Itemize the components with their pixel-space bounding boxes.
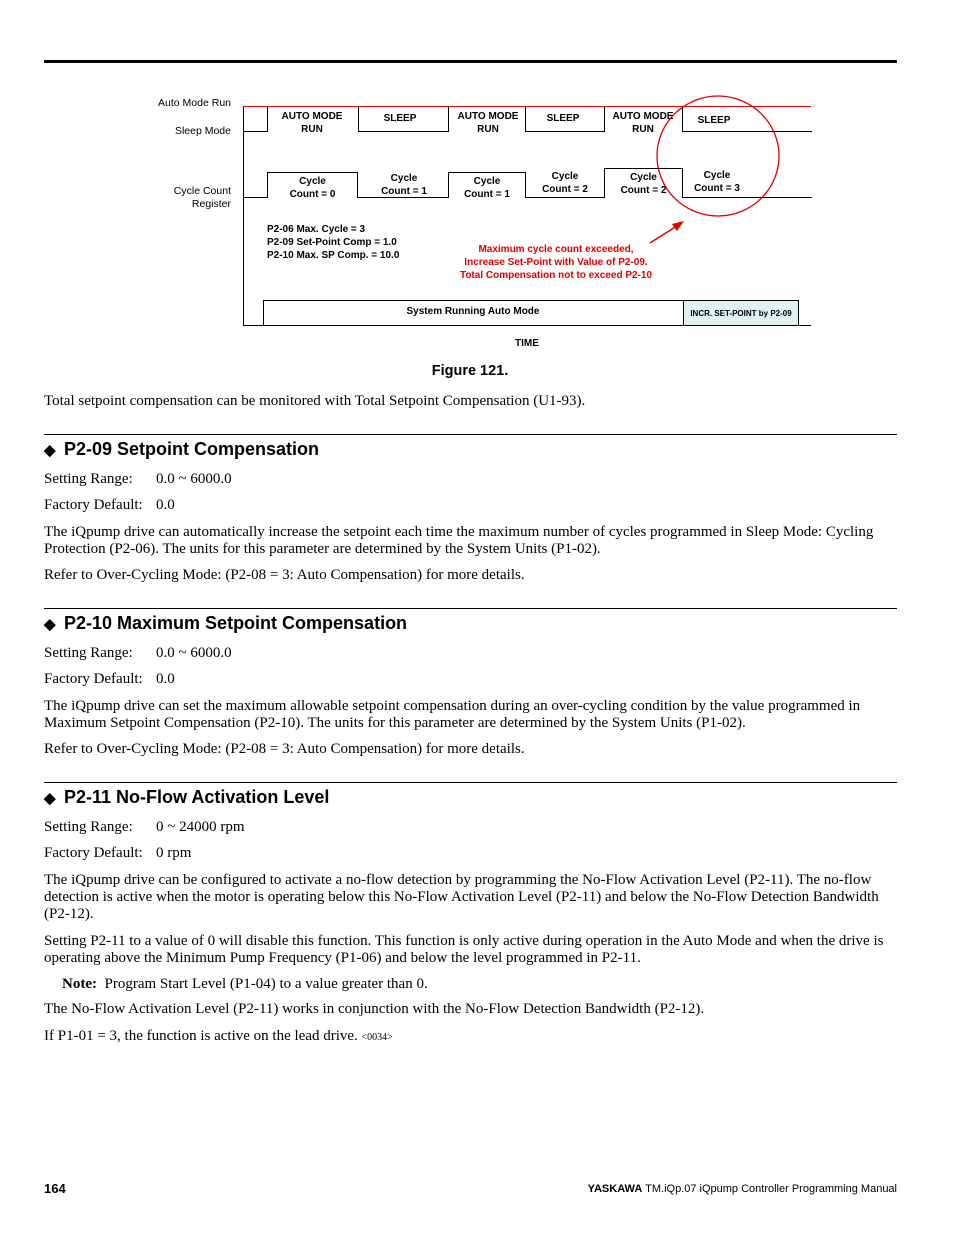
cycle-box-3: Cycle Count = 3 — [694, 170, 740, 194]
mode-box-auto-3: AUTO MODE RUN — [612, 111, 674, 135]
cycle-box-1b: Cycle Count = 1 — [448, 172, 526, 198]
heading-text: P2-09 Setpoint Compensation — [64, 439, 320, 459]
factory-default-label: Factory Default: — [44, 497, 143, 513]
cycle-box-1: Cycle Count = 1 — [381, 173, 427, 197]
factory-default — [44, 845, 191, 862]
setting-range-label: Setting Range: — [44, 645, 133, 661]
label-cycle-count-register: Cycle Count Register — [173, 185, 231, 210]
intro-paragraph: Total setpoint compensation can be monitored with Total Setpoint Compensation (U1-93). — [44, 393, 586, 409]
factory-default-value: 0 rpm — [156, 845, 192, 861]
heading-text: P2-11 No-Flow Activation Level — [64, 787, 330, 807]
param-line: P2-10 Max. SP Comp. = 10.0 — [267, 250, 400, 261]
footer-manual-title: TM.iQp.07 iQpump Controller Programming Manual — [645, 1183, 897, 1195]
mode-box-sleep-2: SLEEP — [546, 113, 580, 124]
heading-text: P2-10 Maximum Setpoint Compensation — [64, 613, 408, 633]
mode-box-sleep-1: SLEEP — [383, 113, 417, 124]
cycle-box-0: Cycle Count = 0 — [267, 172, 358, 198]
cycle-box-2b: Cycle Count = 2 — [604, 168, 683, 198]
paragraph-text: If P1-01 = 3, the function is active on the lead drive. — [44, 1028, 358, 1044]
section-heading-p2-09 — [44, 438, 319, 462]
paragraph: The iQpump drive can set the maximum allowable setpoint compensation during an over-cycling condition by the value programmed in Maximum Setpoint Compensation (P2-10). The units for this parameter are determined by the System Units (P1-02). — [44, 698, 861, 731]
warning-line: Increase Set-Point with Value of P2-09. — [464, 257, 648, 268]
warning-line: Total Compensation not to exceed P2-10 — [459, 270, 653, 281]
timing-diagram — [0, 0, 954, 360]
setting-range-value: 0.0 ~ 6000.0 — [156, 471, 232, 487]
page-number: 164 — [44, 1181, 66, 1196]
footer-brand: YASKAWA — [587, 1183, 643, 1195]
paragraph: The No-Flow Activation Level (P2-11) works in conjunction with the No-Flow Detection Bandwidth (P2-12). — [44, 1001, 705, 1017]
highlight-circle — [657, 96, 779, 216]
factory-default — [44, 671, 175, 688]
mode-box-sleep-3: SLEEP — [697, 115, 731, 126]
paragraph: Refer to Over-Cycling Mode: (P2-08 = 3: Auto Compensation) for more details. — [44, 741, 525, 757]
section-heading-p2-11 — [44, 786, 329, 810]
cycle-box-2: Cycle Count = 2 — [542, 171, 588, 195]
diamond-bullet-icon: ◆ — [44, 442, 56, 459]
time-axis-label: TIME — [515, 338, 539, 349]
setting-range-label: Setting Range: — [44, 471, 133, 487]
section-heading-p2-10 — [44, 612, 407, 636]
paragraph: Refer to Over-Cycling Mode: (P2-08 = 3: Auto Compensation) for more details. — [44, 567, 525, 583]
factory-default-value: 0.0 — [156, 671, 175, 687]
label-sleep-mode: Sleep Mode — [174, 125, 231, 137]
setting-range — [44, 819, 245, 836]
note — [62, 976, 428, 993]
label-auto-mode-run: Auto Mode Run — [158, 97, 231, 109]
mode-box-auto-2: AUTO MODE RUN — [457, 111, 519, 135]
setting-range-label: Setting Range: — [44, 819, 133, 835]
code-reference: <0034> — [361, 1032, 393, 1043]
footer-title — [588, 1183, 897, 1195]
factory-default — [44, 497, 175, 514]
paragraph: Setting P2-11 to a value of 0 will disable this function. This function is only active during operation in the Auto Mode and when the drive is operating above the Minimum Pump Frequency (P1-06) and below the level programmed in P2-11. — [44, 933, 884, 966]
system-running-label: System Running Auto Mode — [406, 306, 540, 317]
setting-range-value: 0.0 ~ 6000.0 — [156, 645, 232, 661]
paragraph — [44, 1028, 899, 1046]
section-rule — [44, 434, 897, 435]
diamond-bullet-icon: ◆ — [44, 790, 56, 807]
param-line: P2-09 Set-Point Comp = 1.0 — [267, 237, 397, 248]
figure-caption: Figure 121. — [431, 363, 509, 379]
factory-default-value: 0.0 — [156, 497, 175, 513]
setting-range-value: 0 ~ 24000 rpm — [156, 819, 245, 835]
section-rule — [44, 782, 897, 783]
mode-box-auto-1: AUTO MODE RUN — [281, 111, 343, 135]
note-text: Program Start Level (P1-04) to a value greater than 0. — [104, 976, 428, 992]
paragraph: The iQpump drive can be configured to activate a no-flow detection by programming the No-Flow Activation Level (P2-11). The no-flow detection is active when the motor is operating below this No-Flow Activation Level (P2-11) and below the No-Flow Detection Bandwidth (P2-12). — [44, 872, 879, 922]
setting-range — [44, 645, 232, 662]
param-line: P2-06 Max. Cycle = 3 — [267, 224, 366, 235]
highlight-overlay — [0, 0, 954, 360]
warning-line: Maximum cycle count exceeded, — [478, 244, 634, 255]
factory-default-label: Factory Default: — [44, 845, 143, 861]
note-label: Note: — [62, 976, 97, 992]
setting-range — [44, 471, 232, 488]
diamond-bullet-icon: ◆ — [44, 616, 56, 633]
factory-default-label: Factory Default: — [44, 671, 143, 687]
section-rule — [44, 608, 897, 609]
paragraph: The iQpump drive can automatically increase the setpoint each time the maximum number of cycles programmed in Sleep Mode: Cycling Protection (P2-06). The units for this parameter are determined by the System Units (P1-02). — [44, 524, 874, 557]
arrow-head — [672, 221, 684, 231]
incr-setpoint-box: INCR. SET-POINT by P2-09 — [683, 300, 799, 326]
